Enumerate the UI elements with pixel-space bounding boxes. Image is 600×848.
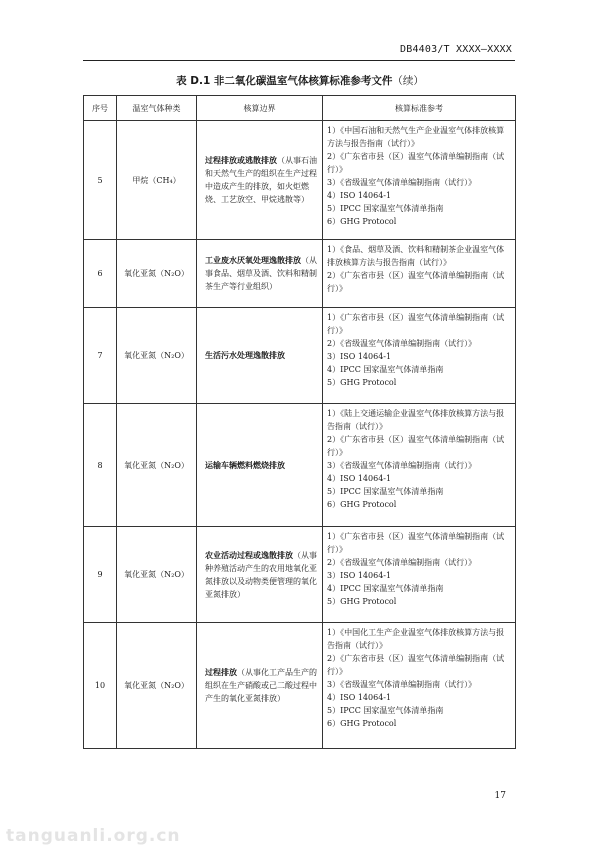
- reference-item: 1）《食品、烟草及酒、饮料和精制茶企业温室气体排放核算方法与报告指南（试行）》: [327, 245, 505, 267]
- reference-item: 3）ISO 14064-1: [327, 571, 392, 580]
- column-header-gas: 温室气体种类: [117, 96, 197, 121]
- boundary-title: 生活污水处理逸散排放: [205, 351, 285, 360]
- gas-type: 氧化亚氮（N₂O）: [117, 404, 197, 527]
- boundary-description: （从事种养殖活动产生的农用地氧化亚氮排放以及动物类便管理的氧化亚氮排放）: [205, 550, 317, 599]
- reference-item: 2）《省级温室气体清单编制指南（试行）》: [327, 558, 477, 567]
- reference-item: 2）《广东省市县（区）温室气体清单编制指南（试行）》: [327, 271, 505, 293]
- reference-item: 1）《广东省市县（区）温室气体清单编制指南（试行）》: [327, 313, 505, 335]
- gas-type: 氧化亚氮（N₂O）: [117, 308, 197, 404]
- table-row: [84, 240, 516, 308]
- row-number: 5: [84, 121, 117, 240]
- header-rule: [83, 60, 515, 61]
- boundary-description: （从事食品、烟草及酒、饮料和精制茶生产等行业组织）: [205, 256, 317, 291]
- reference-list: [323, 240, 516, 308]
- table-title-text: 表 D.1 非二氧化碳温室气体核算标准参考文件: [176, 75, 393, 87]
- document-code: DB4403/T XXXX—XXXX: [400, 44, 512, 55]
- column-header-boundary: 核算边界: [197, 96, 323, 121]
- table-body: [84, 121, 516, 749]
- table-row: [84, 404, 516, 527]
- reference-item: 1）《陆上交通运输企业温室气体排放核算方法与报告指南（试行）》: [327, 409, 505, 431]
- reference-item: 2）《省级温室气体清单编制指南（试行）》: [327, 339, 477, 348]
- table-title-continued: （续）: [392, 75, 424, 87]
- reference-list: [323, 404, 516, 527]
- reference-item: 5）IPCC 国家温室气体清单指南: [327, 204, 444, 213]
- row-number: 7: [84, 308, 117, 404]
- gas-type: 氧化亚氮（N₂O）: [117, 240, 197, 308]
- accounting-boundary: [197, 404, 323, 527]
- boundary-title: 工业废水厌氧处理逸散排放: [205, 256, 301, 265]
- table-row: [84, 308, 516, 404]
- boundary-title: 运输车辆燃料燃烧排放: [205, 460, 285, 470]
- row-number: 9: [84, 527, 117, 623]
- reference-item: 4）ISO 14064-1: [327, 474, 392, 483]
- reference-item: 5）IPCC 国家温室气体清单指南: [327, 487, 444, 496]
- reference-item: 2）《广东省市县（区）温室气体清单编制指南（试行）》: [327, 654, 505, 676]
- gas-type: 氧化亚氮（N₂O）: [117, 527, 197, 623]
- reference-item: 5）GHG Protocol: [327, 597, 397, 606]
- table-row: [84, 121, 516, 240]
- boundary-title: 过程排放: [205, 668, 237, 677]
- row-number: 6: [84, 240, 117, 308]
- gas-type: 甲烷（CH₄）: [117, 121, 197, 240]
- boundary-description: （从事石油和天然气生产的组织在生产过程中造成产生的排放，如火炬燃烧、工艺放空、甲烷逃散等）: [205, 156, 317, 204]
- reference-item: 5）IPCC 国家温室气体清单指南: [327, 706, 444, 715]
- accounting-boundary: [197, 623, 323, 749]
- row-number: 10: [84, 623, 117, 749]
- reference-item: 4）IPCC 国家温室气体清单指南: [327, 584, 444, 593]
- table-row: [84, 623, 516, 749]
- reference-item: 6）GHG Protocol: [327, 500, 397, 509]
- reference-item: 1）《中国化工生产企业温室气体排放核算方法与报告指南（试行）》: [327, 628, 505, 650]
- boundary-description: （从事化工产品生产的组织在生产硝酸或己二酸过程中产生的氧化亚氮排放）: [205, 668, 317, 703]
- table-title: [0, 73, 600, 88]
- watermark: tanguanli.org.cn: [6, 826, 181, 846]
- accounting-boundary: [197, 240, 323, 308]
- column-header-number: 序号: [84, 96, 117, 121]
- row-number: 8: [84, 404, 117, 527]
- reference-item: 6）GHG Protocol: [327, 719, 397, 728]
- accounting-boundary: [197, 527, 323, 623]
- boundary-title: 过程排放或逃散排放: [205, 156, 277, 165]
- reference-list: [323, 527, 516, 623]
- boundary-title: 农业活动过程或逸散排放: [205, 550, 293, 560]
- reference-item: 3）《省级温室气体清单编制指南（试行）》: [327, 680, 477, 689]
- table-header-row: [84, 96, 516, 121]
- reference-item: 3）《省级温室气体清单编制指南（试行）》: [327, 178, 477, 187]
- page-number: 17: [494, 791, 506, 801]
- reference-item: 4）IPCC 国家温室气体清单指南: [327, 365, 444, 374]
- reference-item: 2）《广东省市县（区）温室气体清单编制指南（试行）》: [327, 435, 505, 457]
- reference-item: 4）ISO 14064-1: [327, 693, 392, 702]
- accounting-boundary: [197, 308, 323, 404]
- reference-item: 3）《省级温室气体清单编制指南（试行）》: [327, 461, 477, 470]
- reference-item: 6）GHG Protocol: [327, 217, 397, 226]
- reference-list: [323, 308, 516, 404]
- gas-type: 氧化亚氮（N₂O）: [117, 623, 197, 749]
- reference-item: 5）GHG Protocol: [327, 378, 397, 387]
- reference-item: 2）《广东省市县（区）温室气体清单编制指南（试行）》: [327, 152, 505, 174]
- reference-item: 1）《中国石油和天然气生产企业温室气体排放核算方法与报告指南（试行）》: [327, 126, 505, 148]
- reference-list: [323, 623, 516, 749]
- column-header-reference: 核算标准参考: [323, 96, 516, 121]
- reference-item: 4）ISO 14064-1: [327, 191, 392, 200]
- reference-table: [83, 95, 516, 749]
- table-row: [84, 527, 516, 623]
- reference-item: 1）《广东省市县（区）温室气体清单编制指南（试行）》: [327, 532, 505, 554]
- reference-item: 3）ISO 14064-1: [327, 352, 392, 361]
- reference-list: [323, 121, 516, 240]
- accounting-boundary: [197, 121, 323, 240]
